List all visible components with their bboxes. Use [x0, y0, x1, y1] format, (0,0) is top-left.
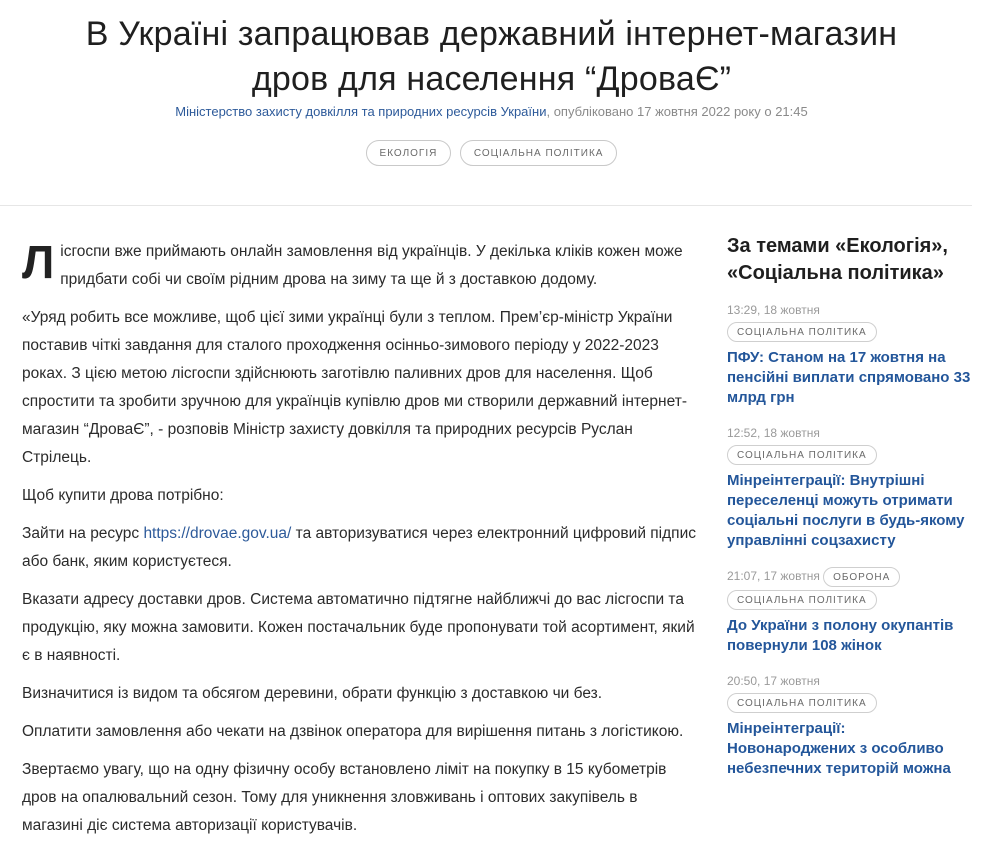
news-tag-social-policy[interactable]: СОЦІАЛЬНА ПОЛІТИКА — [727, 322, 877, 342]
news-time: 13:29, 18 жовтня — [727, 303, 820, 317]
step-1 — [22, 520, 698, 576]
step-1-before: Зайти на ресурс — [22, 525, 144, 542]
news-time: 12:52, 18 жовтня — [727, 426, 820, 440]
news-headline-link[interactable]: Мінреінтеграції: Внутрішні переселенці можуть отримати соціальні послуги в будь-якому управлінні соцзахисту — [727, 472, 965, 549]
drovae-link[interactable]: https://drovae.gov.ua/ — [143, 525, 292, 542]
publish-date: , опубліковано 17 жовтня 2022 року о 21:45 — [546, 104, 808, 119]
header-divider — [0, 205, 972, 206]
news-item — [727, 672, 972, 779]
step-1-after: та авторизуватися через електронний цифровий підпис або банк, яким користуєтеся. — [22, 525, 696, 570]
news-tag-social-policy[interactable]: СОЦІАЛЬНА ПОЛІТИКА — [727, 445, 877, 465]
news-headline-link[interactable]: Мінреінтеграції: Новонароджених з особливо небезпечних територій можна — [727, 720, 951, 777]
news-time-row — [727, 567, 972, 587]
news-tag-defense[interactable]: ОБОРОНА — [823, 567, 900, 587]
lead-text: ісгоспи вже приймають онлайн замовлення від українців. У декілька кліків кожен може придбати собі чи своїм рідним дрова на зиму та ще й з доставкою додому. — [60, 243, 683, 288]
news-tag-social-policy[interactable]: СОЦІАЛЬНА ПОЛІТИКА — [727, 693, 877, 713]
article-tags — [0, 140, 983, 166]
how-to-heading: Щоб купити дрова потрібно: — [22, 487, 224, 504]
lead-paragraph — [22, 238, 698, 294]
tag-ecology[interactable]: ЕКОЛОГІЯ — [366, 140, 452, 166]
news-tags — [727, 590, 972, 610]
news-headline-link[interactable]: ПФУ: Станом на 17 жовтня на пенсійні виплати спрямовано 33 млрд грн — [727, 349, 971, 406]
minister-quote: «Уряд робить все можливе, щоб цієї зими українці були з теплом. Прем’єр-міністр України поставив чіткі завдання для сталого проходження осінньо-зимового періоду у 2022-2023 роках. З цією метою лісгоспи здійснюють заготівлю паливних дров для населення. Щоб спростити та зробити зручною для українців купівлю дров ми створили державний інтернет-магазин “ДроваЄ”, - розповів Міністр захисту довкілля та природних ресурсів Руслан Стрілець. — [22, 309, 687, 466]
news-item — [727, 301, 972, 408]
limit-note: Звертаємо увагу, що на одну фізичну особу встановлено ліміт на покупку в 15 кубометрів дров на опалювальний сезон. Тому для уникнення зловживань і оптових закупівель в магазині діє система авторизації користувачів. — [22, 761, 667, 834]
news-tags — [727, 322, 972, 342]
article-body — [22, 238, 698, 850]
tag-social-policy[interactable]: СОЦІАЛЬНА ПОЛІТИКА — [460, 140, 618, 166]
news-tag-social-policy[interactable]: СОЦІАЛЬНА ПОЛІТИКА — [727, 590, 877, 610]
article-title: В Україні запрацював державний інтернет-магазин дров для населення “ДроваЄ” — [85, 15, 898, 98]
news-time: 21:07, 17 жовтня — [727, 569, 820, 584]
source-link[interactable]: Міністерство захисту довкілля та природних ресурсів України — [175, 104, 547, 119]
news-time: 20:50, 17 жовтня — [727, 674, 820, 688]
related-sidebar — [727, 233, 972, 795]
step-3: Визначитися із видом та обсягом деревини, обрати функцію з доставкою чи без. — [22, 685, 603, 702]
step-2: Вказати адресу доставки дров. Система автоматично підтягне найближчі до вас лісгоспи та продукцію, яку можна замовити. Кожен постачальник буде пропонувати той асортимент, який є в наявності. — [22, 591, 695, 664]
step-4: Оплатити замовлення або чекати на дзвінок оператора для вирішення питань з логістикою. — [22, 723, 684, 740]
news-headline-link[interactable]: До України з полону окупантів повернули 108 жінок — [727, 617, 954, 654]
sidebar-title: За темами «Екологія», «Соціальна політика» — [727, 235, 948, 284]
news-tags — [727, 693, 972, 713]
news-item — [727, 424, 972, 551]
article-byline — [0, 104, 983, 119]
news-item — [727, 567, 972, 656]
drop-cap: Л — [22, 236, 55, 288]
news-tags — [727, 445, 972, 465]
